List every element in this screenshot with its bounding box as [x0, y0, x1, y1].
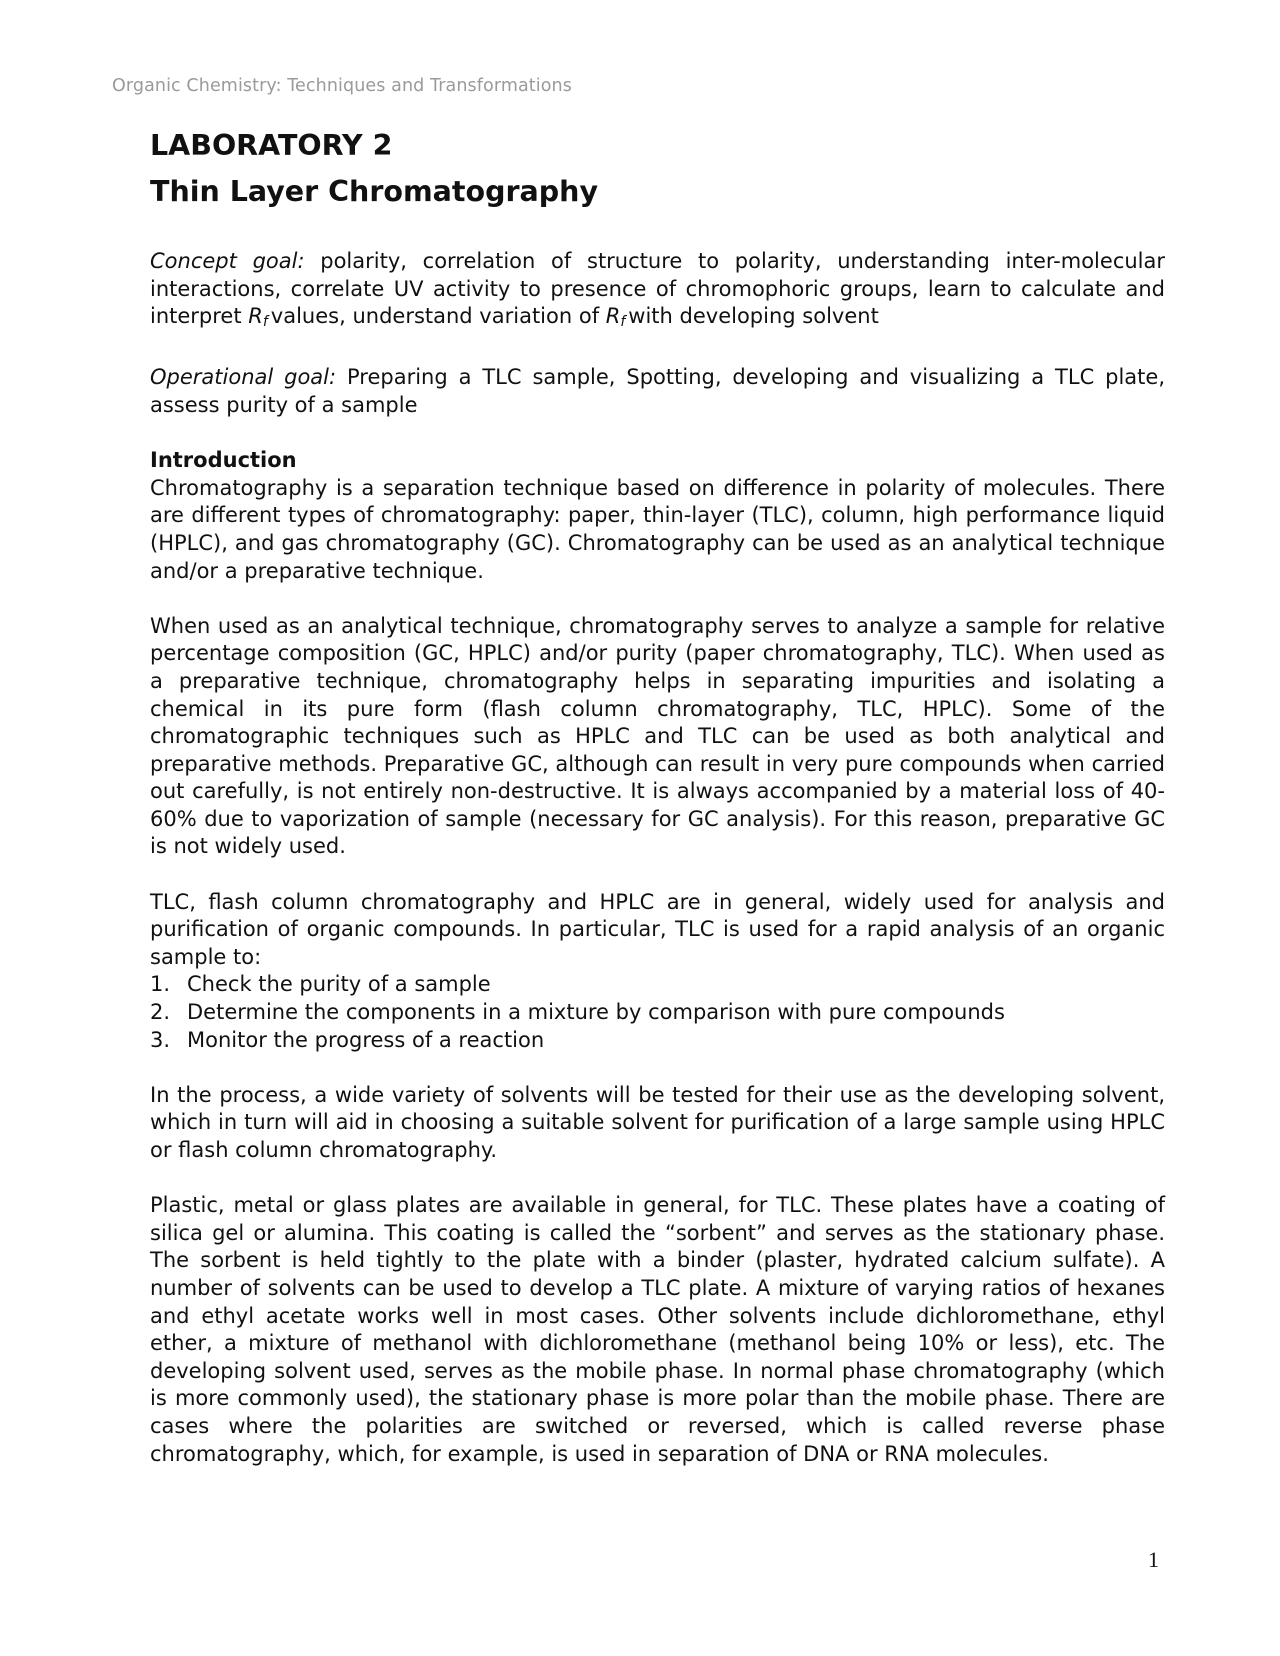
- list-item-number: 1.: [150, 972, 171, 997]
- rf-subscript: f: [262, 314, 268, 331]
- rf-symbol: R: [605, 304, 621, 329]
- list-item-text: Monitor the progress of a reaction: [187, 1027, 545, 1052]
- rf-subscript: f: [620, 314, 626, 331]
- list-item-number: 2.: [150, 1000, 171, 1025]
- lab-number-title: LABORATORY 2: [150, 129, 393, 162]
- rf-symbol: R: [248, 304, 263, 329]
- intro-paragraph-1: Chromatography is a separation technique based on difference in polarity of molecules. There are different types of chromatography: paper, thin-layer (TLC), column, high performance liquid (HPLC), and gas chromatography (GC). Chromatography can be used as an analytical technique and/or a preparative technique.: [150, 475, 1165, 583]
- list-item: [150, 1027, 1165, 1055]
- list-item-text: Check the purity of a sample: [187, 972, 491, 997]
- tlc-uses-list: [150, 971, 1165, 1054]
- intro-paragraph-2: When used as an analytical technique, chromatography serves to analyze a sample for relative percentage composition (GC, HPLC) and/or purity (paper chromatography, TLC). When used as a preparative technique, chromatography helps in separating impurities and isolating a chemical in its pure form (flash column chromatography, TLC, HPLC). Some of the chromatographic techniques such as HPLC and TLC can be used as both analytical and preparative methods. Preparative GC, although can result in very pure compounds when carried out carefully, is not entirely non-destructive. It is always accompanied by a material loss of 40-60% due to vaporization of sample (necessary for GC analysis). For this reason, preparative GC is not widely used.: [150, 613, 1165, 859]
- list-item: [150, 971, 1165, 999]
- page-content: [150, 128, 1165, 1468]
- operational-goal-paragraph: [150, 364, 1165, 419]
- list-item-number: 3.: [150, 1027, 171, 1052]
- concept-goal-text-1: polarity, correlation of structure to polarity, understanding inter-molecular interactions, correlate UV activity to presence of chromophoric groups, learn to calculate and interpret: [150, 249, 1166, 329]
- concept-goal-text-2: values, understand variation of: [270, 304, 606, 329]
- concept-goal-label: Concept goal:: [150, 249, 305, 273]
- intro-paragraph-3: TLC, flash column chromatography and HPLC are in general, widely used for analysis and purification of organic compounds. In particular, TLC is used for a rapid analysis of an organic sample to:: [150, 889, 1165, 969]
- page-number: 1: [1148, 1547, 1159, 1572]
- concept-goal-paragraph: [150, 248, 1165, 337]
- operational-goal-text: Preparing a TLC sample, Spotting, developing and visualizing a TLC plate, assess purity of a sample: [150, 365, 1165, 417]
- page-title: Thin Layer Chromatography: [150, 175, 599, 208]
- intro-paragraph-4: In the process, a wide variety of solvents will be tested for their use as the developing solvent, which in turn will aid in choosing a suitable solvent for purification of a large sample using HPLC or flash column chromatography.: [150, 1082, 1165, 1162]
- intro-paragraph-5: Plastic, metal or glass plates are available in general, for TLC. These plates have a coating of silica gel or alumina. This coating is called the “sorbent” and serves as the stationary phase. The sorbent is held tightly to the plate with a binder (plaster, hydrated calcium sulfate). A number of solvents can be used to develop a TLC plate. A mixture of varying ratios of hexanes and ethyl acetate works well in most cases. Other solvents include dichloromethane, ethyl ether, a mixture of methanol with dichloromethane (methanol being 10% or less), etc. The developing solvent used, serves as the mobile phase. In normal phase chromatography (which is more commonly used), the stationary phase is more polar than the mobile phase. There are cases where the polarities are switched or reversed, which is called reverse phase chromatography, which, for example, is used in separation of DNA or RNA molecules.: [150, 1193, 1165, 1466]
- running-header: Organic Chemistry: Techniques and Transformations: [112, 76, 572, 96]
- concept-goal-text-3: with developing solvent: [628, 304, 879, 329]
- operational-goal-label: Operational goal:: [150, 365, 337, 390]
- list-item: [150, 999, 1165, 1027]
- introduction-heading: Introduction: [150, 448, 297, 473]
- list-item-text: Determine the components in a mixture by comparison with pure compounds: [187, 1000, 1005, 1025]
